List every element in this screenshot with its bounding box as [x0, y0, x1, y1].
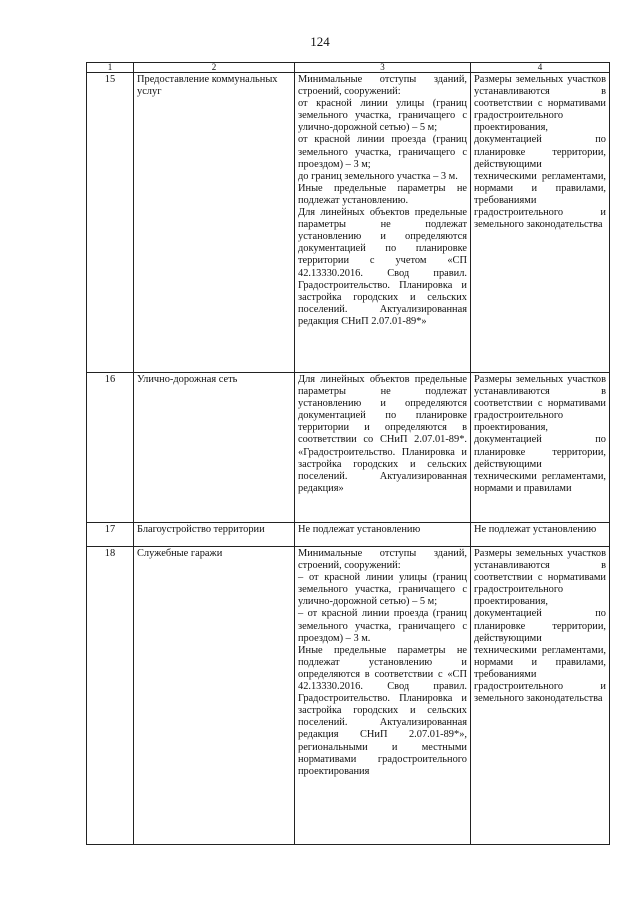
row-number: 18	[87, 547, 134, 845]
row-number: 16	[87, 373, 134, 523]
parameter-line: Иные предельные параметры не подлежат установлению.	[298, 182, 467, 206]
plot-size-rules: Размеры земельных участков устанавливаются в соответствии с нормативами градостроительного проектирования, документацией по планировке территории, действующими техническими регламентами, нормами и правилами, требованиями градостроительного и земельного законодательства	[471, 547, 610, 845]
limit-parameters	[295, 547, 471, 845]
use-type-name: Благоустройство территории	[134, 523, 295, 547]
parameter-line: Для линейных объектов предельные параметры не подлежат установлению и определяются документацией по планировке территории и определяются в соответствии со СНиП 2.07.01-89*. «Градостроительство. Планировка и застройка городских и сельских поселений. Актуализированная редакция»	[298, 374, 467, 494]
column-number: 3	[295, 63, 471, 73]
plot-size-rules: Размеры земельных участков устанавливаются в соответствии с нормативами градостроительного проектирования, документацией по планировке территории, действующими техническими регламентами, нормами и правилами, требованиями градостроительного и земельного законодательства	[471, 73, 610, 373]
limit-parameters	[295, 523, 471, 547]
parameter-line: от красной линии улицы (границ земельного участка, граничащего с улично-дорожной сетью) – 5 м;	[298, 98, 467, 134]
use-type-name: Служебные гаражи	[134, 547, 295, 845]
parameter-line: – от красной линии улицы (границ земельного участка, граничащего с улично-дорожной сетью) – 5 м;	[298, 572, 467, 608]
parameter-line: Для линейных объектов предельные параметры не подлежат установлению и определяются документацией по планировке территории с учетом «СП 42.13330.2016. Свод правил. Градостроительство. Планировка и застройка городских и сельских поселений. Актуализированная редакция СНиП 2.07.01-89*»	[298, 207, 467, 327]
limit-parameters	[295, 373, 471, 523]
column-number-row	[87, 63, 610, 73]
column-number: 1	[87, 63, 134, 73]
parameter-line: Минимальные отступы зданий, строений, сооружений:	[298, 548, 467, 572]
parameter-line: Иные предельные параметры не подлежат установлению и определяются в соответствии с «СП 42.13330.2016. Свод правил. Градостроительство. Планировка и застройка городских и сельских поселений. Актуализированная редакция СНиП 2.07.01-89*», региональными и местными нормативами градостроительного проектирования	[298, 644, 467, 777]
use-type-name: Улично-дорожная сеть	[134, 373, 295, 523]
limit-parameters	[295, 73, 471, 373]
parameter-line: – от красной линии проезда (границ земельного участка, граничащего с проездом) – 3 м.	[298, 608, 467, 644]
parameter-line: Минимальные отступы зданий, строений, сооружений:	[298, 74, 467, 98]
plot-size-rules: Размеры земельных участков устанавливаются в соответствии с нормативами градостроительного проектирования, документацией по планировке территории, действующими техническими регламентами, нормами и правилами	[471, 373, 610, 523]
table-row	[87, 373, 610, 523]
regulations-table	[86, 62, 610, 845]
table-row	[87, 73, 610, 373]
page-number: 124	[310, 34, 330, 49]
table-row	[87, 547, 610, 845]
use-type-name: Предоставление коммунальных услуг	[134, 73, 295, 373]
table-row	[87, 523, 610, 547]
row-number: 17	[87, 523, 134, 547]
plot-size-rules: Не подлежат установлению	[471, 523, 610, 547]
parameter-line: от красной линии проезда (границ земельного участка, граничащего с проездом) – 3 м;	[298, 134, 467, 170]
parameter-line: Не подлежат установлению	[298, 524, 421, 535]
parameter-line: до границ земельного участка – 3 м.	[298, 170, 458, 182]
column-number: 4	[471, 63, 610, 73]
row-number: 15	[87, 73, 134, 373]
column-number: 2	[134, 63, 295, 73]
